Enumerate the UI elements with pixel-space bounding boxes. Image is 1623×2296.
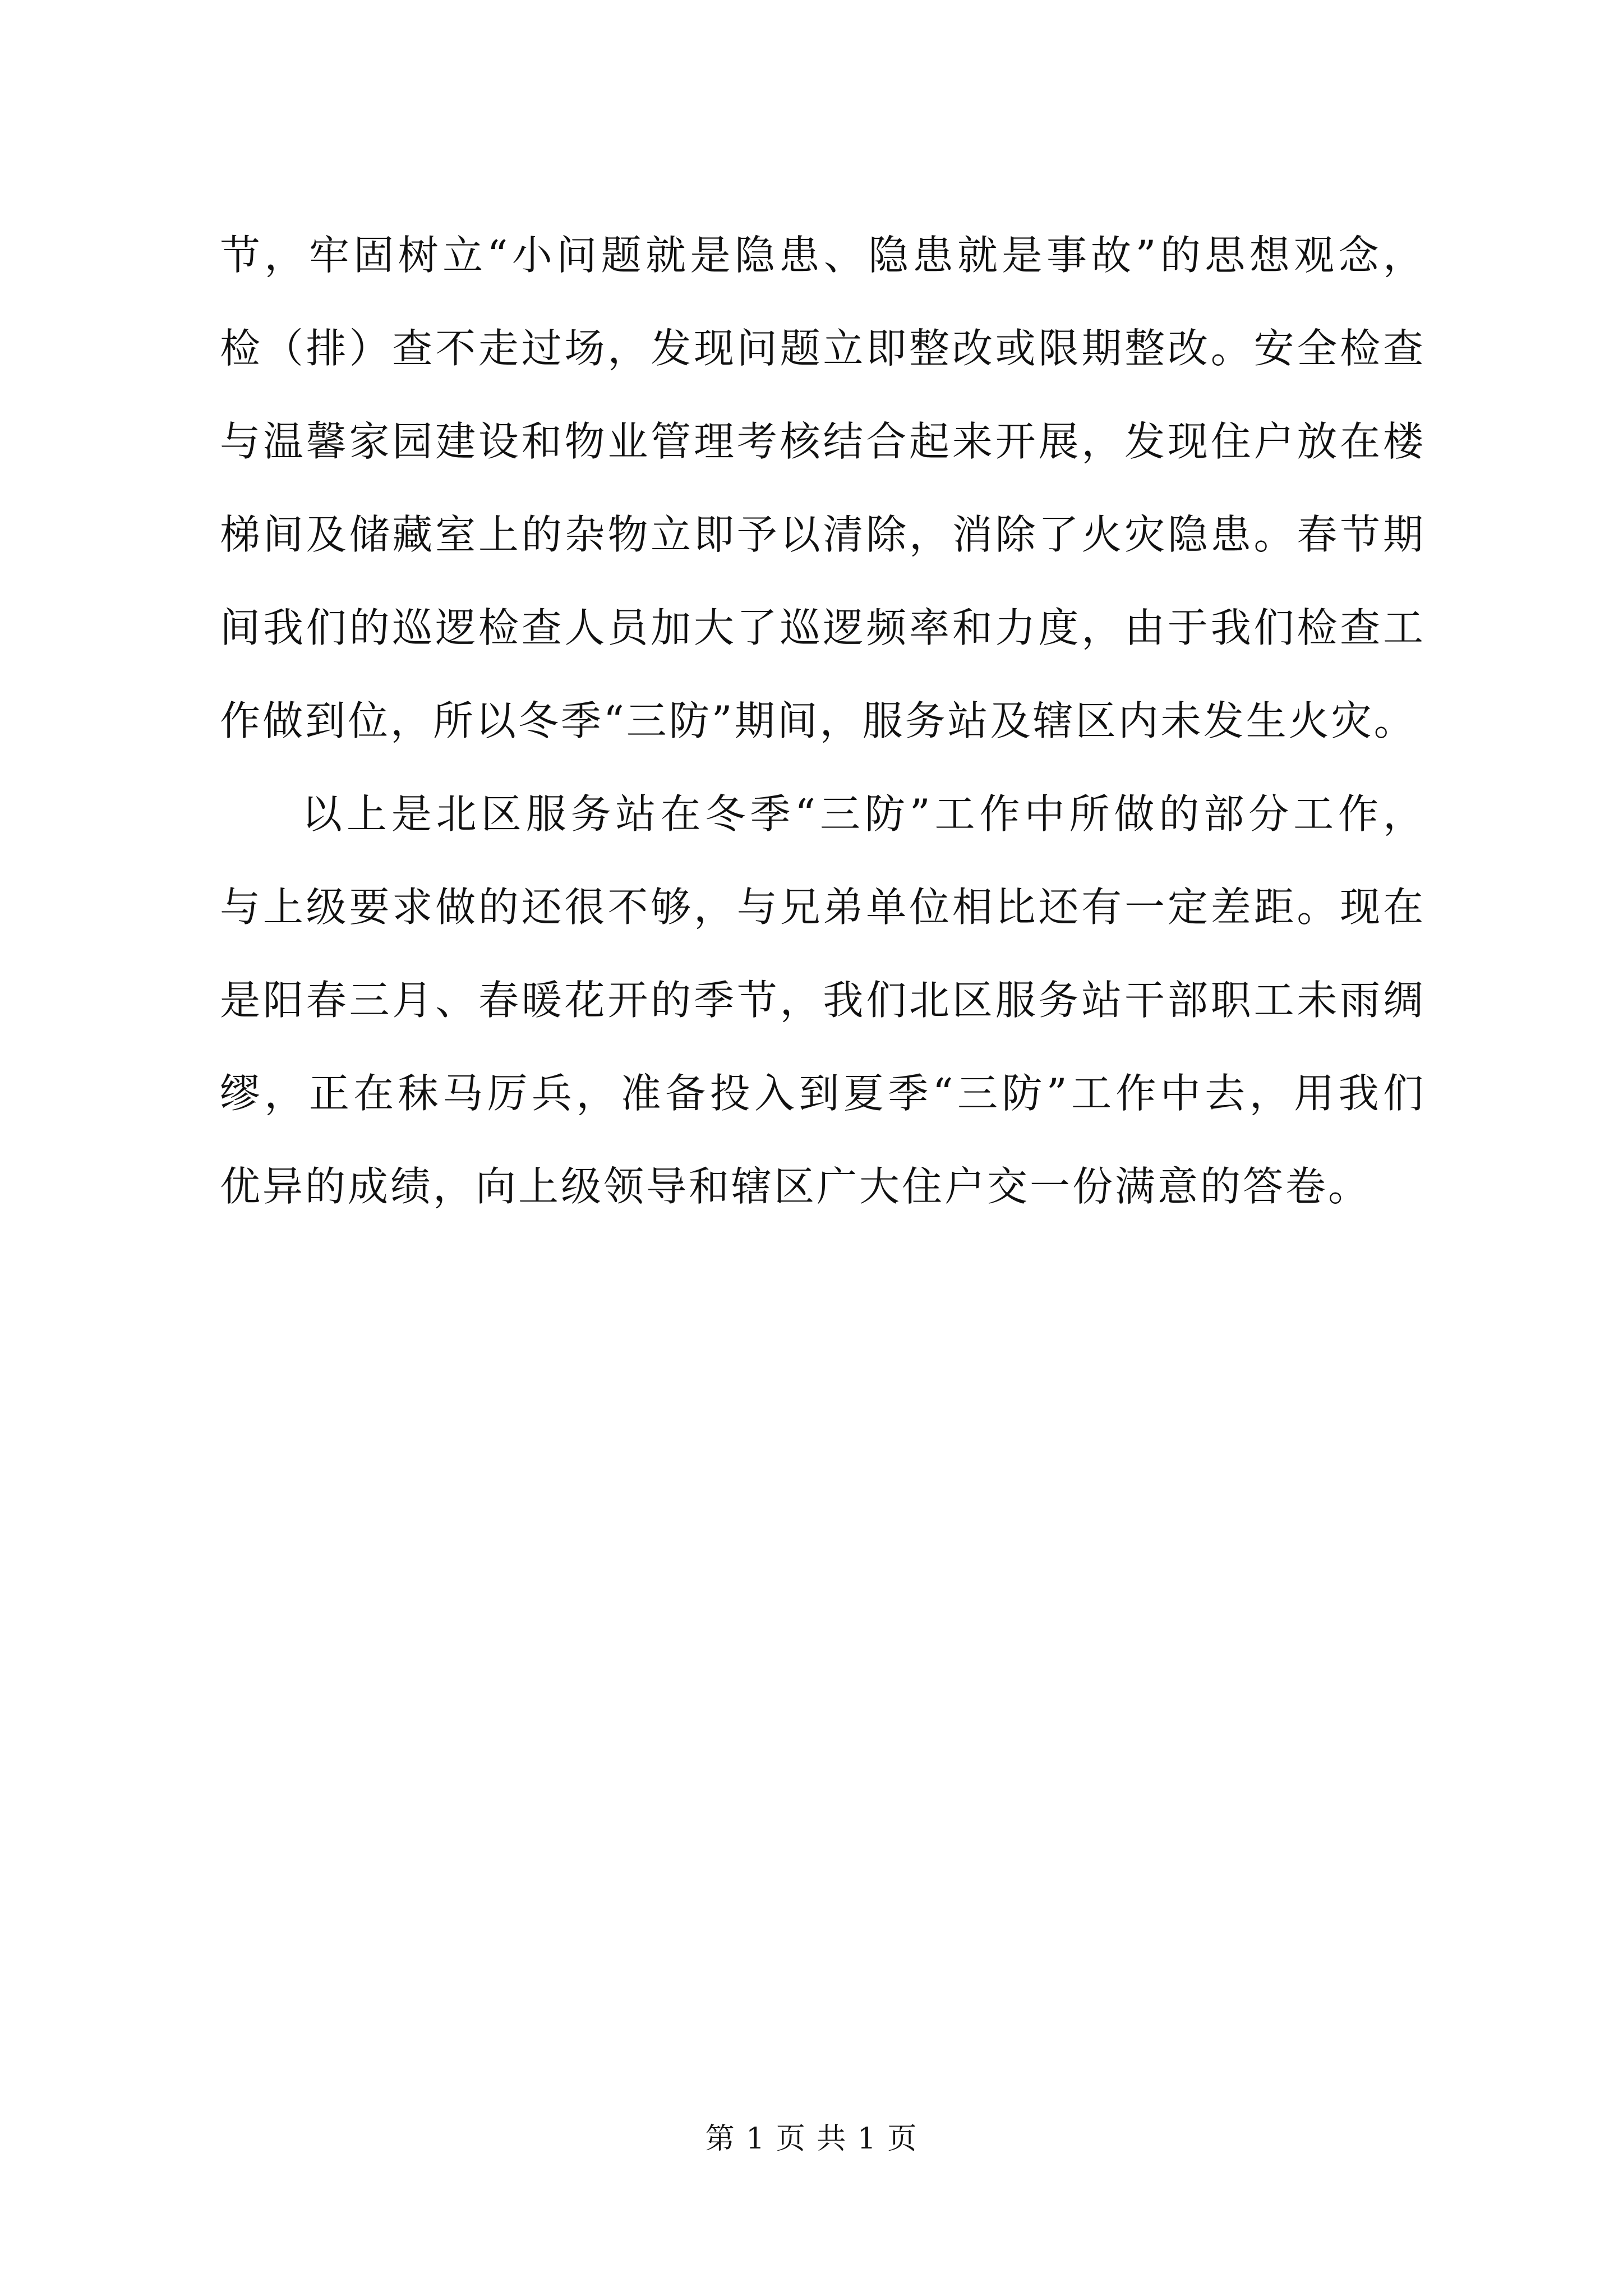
paragraph-2-line-3: 是阳春三月、春暖花开的季节，我们北区服务站干部职工未雨绸 (220, 977, 1426, 1024)
document-body (220, 209, 1426, 1233)
paragraph-1-line-5: 间我们的巡逻检查人员加大了巡逻频率和力度，由于我们检查工 (220, 604, 1426, 651)
paragraph-2-line-2: 与上级要求做的还很不够，与兄弟单位相比还有一定差距。现在 (220, 884, 1426, 931)
paragraph-2-line-5: 优异的成绩，向上级领导和辖区广大住户交一份满意的答卷。 (220, 1163, 1371, 1210)
paragraph-1-line-2: 检（排）查不走过场，发现问题立即整改或限期整改。安全检查 (220, 325, 1426, 372)
page-number-footer: 第 1 页 共 1 页 (705, 2122, 918, 2156)
paragraph-2-line-1: 以上是北区服务站在冬季“三防”工作中所做的部分工作， (302, 790, 1426, 838)
paragraph-1-line-1: 节，牢固树立“小问题就是隐患、隐患就是事故”的思想观念， (220, 232, 1426, 279)
paragraph-1-line-3: 与温馨家园建设和物业管理考核结合起来开展，发现住户放在楼 (220, 418, 1426, 465)
paragraph-1-line-6: 作做到位，所以冬季“三防”期间，服务站及辖区内未发生火灾。 (220, 697, 1417, 744)
paragraph-1-line-4: 梯间及储藏室上的杂物立即予以清除，消除了火灾隐患。春节期 (220, 511, 1426, 558)
paragraph-2-line-4: 缪，正在秣马厉兵，准备投入到夏季“三防”工作中去，用我们 (220, 1070, 1426, 1117)
